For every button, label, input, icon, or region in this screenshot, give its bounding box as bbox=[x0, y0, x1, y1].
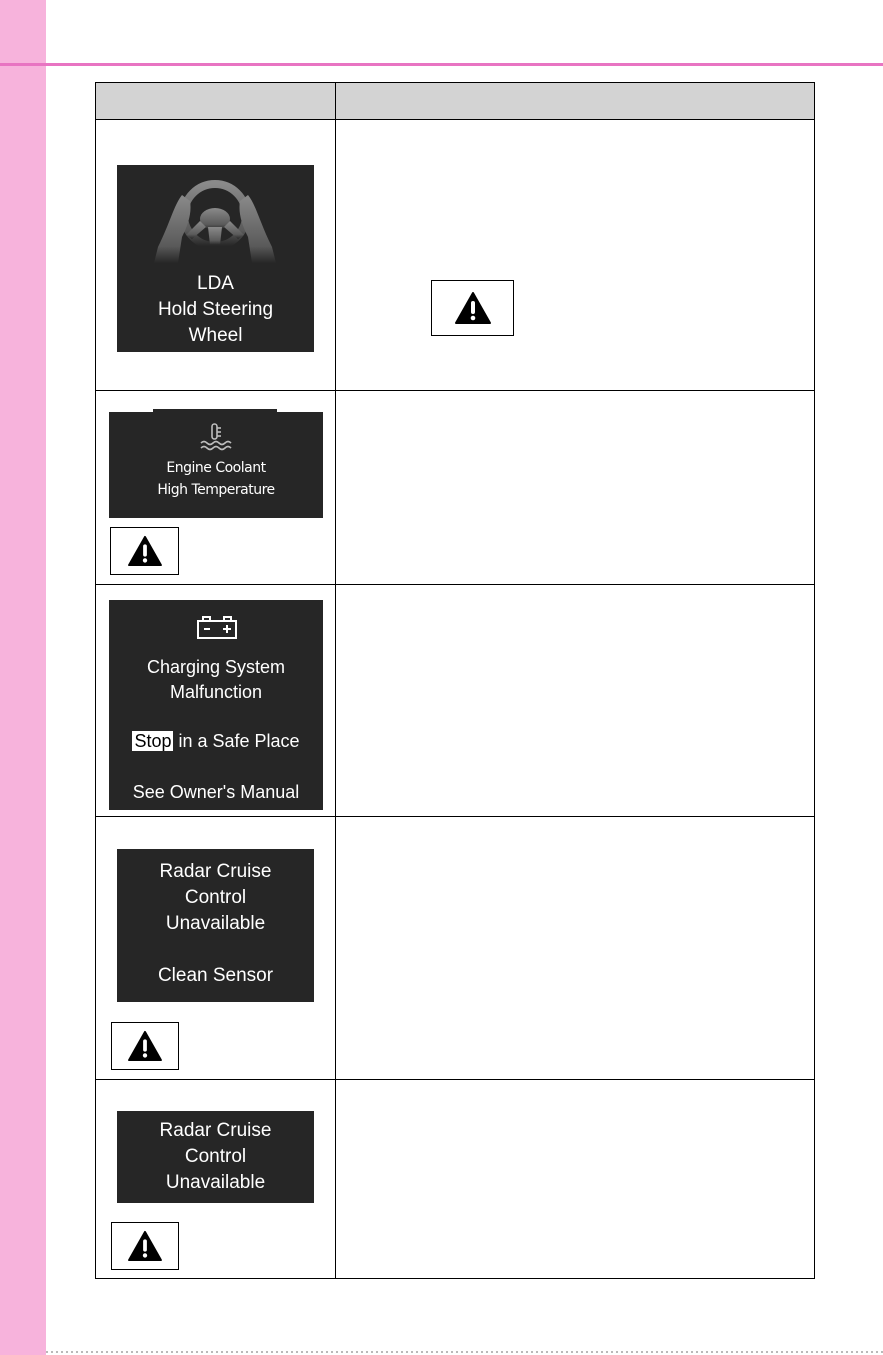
header-rule bbox=[0, 63, 883, 66]
warning-triangle-icon bbox=[431, 280, 514, 336]
lda-line-2: Hold Steering bbox=[157, 299, 274, 320]
lda-hold-steering-display bbox=[117, 165, 314, 352]
stop-instruction bbox=[109, 729, 323, 754]
charging-system-display bbox=[109, 600, 323, 810]
row-divider bbox=[96, 816, 814, 817]
column-divider bbox=[335, 83, 336, 1278]
engine-coolant-display bbox=[109, 412, 323, 518]
warning-message-table bbox=[95, 82, 815, 1279]
see-manual-text: See Owner's Manual bbox=[132, 782, 300, 802]
radar-cruise-unavailable-display bbox=[117, 1111, 314, 1203]
header-cell-message bbox=[96, 83, 335, 119]
chapter-side-tab bbox=[0, 0, 46, 1355]
display-tab-notch bbox=[153, 409, 277, 412]
radar-cruise-message: Radar Cruise Control Unavailable bbox=[159, 861, 272, 934]
stop-highlight: Stop bbox=[134, 731, 172, 751]
row-divider bbox=[96, 1079, 814, 1080]
stop-rest: in a Safe Place bbox=[178, 731, 300, 751]
charging-message: Charging System Malfunction bbox=[146, 657, 286, 702]
warning-triangle-icon bbox=[111, 1022, 179, 1070]
coolant-temperature-icon bbox=[198, 422, 232, 452]
radar-cruise-message: Radar Cruise Control Unavailable bbox=[159, 1120, 272, 1193]
warning-triangle-icon bbox=[111, 1222, 179, 1270]
coolant-message: Engine Coolant High Temperature bbox=[157, 460, 275, 498]
clean-sensor-text: Clean Sensor bbox=[157, 965, 274, 986]
battery-icon bbox=[196, 616, 238, 640]
footer-dotted-rule bbox=[46, 1351, 883, 1353]
header-cell-details bbox=[336, 83, 814, 119]
radar-cruise-clean-sensor-display bbox=[117, 849, 314, 1002]
warning-triangle-icon bbox=[110, 527, 179, 575]
hands-on-steering-wheel-icon bbox=[152, 175, 278, 263]
row-divider bbox=[96, 584, 814, 585]
table-header-row bbox=[96, 83, 814, 120]
row-divider bbox=[96, 390, 814, 391]
lda-line-3: Wheel bbox=[188, 325, 243, 346]
lda-line-1: LDA bbox=[197, 273, 234, 294]
